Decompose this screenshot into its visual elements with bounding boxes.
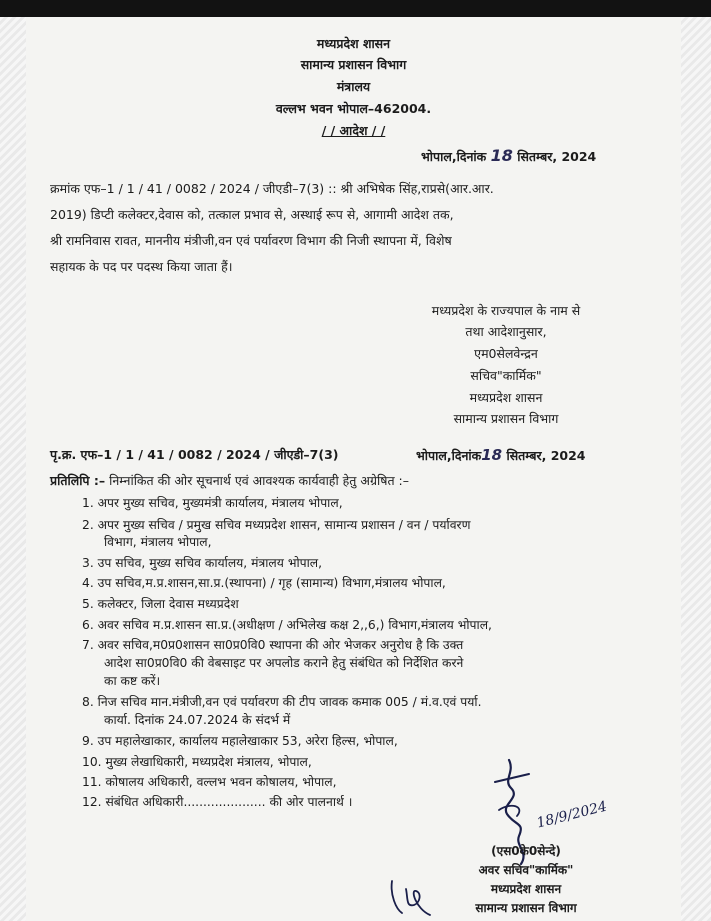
copy-line: [50, 473, 409, 489]
sig1-line-4: सचिव"कार्मिक": [470, 368, 542, 383]
order-line-2: 2019) डिप्टी कलेक्टर,देवास को, तत्काल प्रभाव से, अस्थाई रूप से, आगामी आदेश तक,: [50, 207, 454, 222]
list-item-7-cont-1: आदेश सा0प्र0वि0 की वेबसाइट पर अपलोड कराने हेतु संबंधित को निर्देशित करने: [104, 656, 464, 670]
endorsement-date-suffix: सितम्बर, 2024: [506, 448, 586, 463]
header-line-2: सामान्य प्रशासन विभाग: [300, 57, 407, 72]
left-background: [0, 17, 26, 921]
order-line-1: क्रमांक एफ–1 / 1 / 41 / 0082 / 2024 / जीएडी–7(3) :: श्री अभिषेक सिंह,राप्रसे(आर.आर.: [50, 181, 494, 196]
endorsement-date-day: 18: [481, 446, 503, 464]
sig1-line-1: मध्यप्रदेश के राज्यपाल के नाम से: [431, 303, 581, 318]
endorsement-date-prefix: भोपाल,दिनांक: [416, 448, 482, 463]
list-item-2-cont: विभाग, मंत्रालय भोपाल,: [104, 535, 212, 549]
copy-text: निम्नांकित की ओर सूचनार्थ एवं आवश्यक कार्यवाही हेतु अग्रेषित :–: [109, 473, 410, 488]
list-item-10: 10. मुख्य लेखाधिकारी, मध्यप्रदेश मंत्रालय, भोपाल,: [82, 755, 312, 769]
header-line-1: मध्यप्रदेश शासन: [316, 36, 391, 51]
sig1-line-3: एम0सेलवेन्द्रन: [474, 346, 538, 361]
copy-label: प्रतिलिपि :–: [50, 473, 106, 488]
sig2-line-3: मध्यप्रदेश शासन: [490, 882, 562, 896]
header-line-3: मंत्रालय: [336, 79, 371, 94]
order-title: / / आदेश / /: [321, 123, 386, 138]
list-item-8-cont: कार्या. दिनांक 24.07.2024 के संदर्भ में: [104, 713, 291, 727]
list-item-12: 12. संबंधित अधिकारी..................... की ओर पालनार्थ ।: [82, 795, 353, 809]
date-prefix: भोपाल,दिनांक: [421, 149, 487, 164]
list-item-6: 6. अवर सचिव म.प्र.शासन सा.प्र.(अधीक्षण / अभिलेख कक्ष 2,,6,) विभाग,मंत्रालय भोपाल,: [82, 618, 492, 632]
date-suffix: सितम्बर, 2024: [517, 149, 597, 164]
endorsement-date: [416, 447, 586, 464]
list-item-4: 4. उप सचिव,म.प्र.शासन,सा.प्र.(स्थापना) / गृह (सामान्य) विभाग,मंत्रालय भोपाल,: [82, 576, 446, 590]
list-item-2: 2. अपर मुख्य सचिव / प्रमुख सचिव मध्यप्रदेश शासन, सामान्य प्रशासन / वन / पर्यावरण: [82, 518, 471, 532]
sig2-line-4: सामान्य प्रशासन विभाग: [475, 901, 577, 915]
list-item-3: 3. उप सचिव, मुख्य सचिव कार्यालय, मंत्रालय भोपाल,: [82, 556, 323, 570]
sig1-line-5: मध्यप्रदेश शासन: [469, 390, 543, 405]
date-line: [421, 148, 596, 165]
list-item-1: 1. अपर मुख्य सचिव, मुख्यमंत्री कार्यालय, मंत्रालय भोपाल,: [82, 496, 343, 510]
sig2-line-2: अवर सचिव"कार्मिक": [478, 863, 574, 877]
list-item-9: 9. उप महालेखाकार, कार्यालय महालेखाकार 53, अरेरा हिल्स, भोपाल,: [82, 734, 398, 748]
header-line-4: वल्लभ भवन भोपाल–462004.: [275, 101, 432, 116]
endorsement-ref: पृ.क्र. एफ–1 / 1 / 41 / 0082 / 2024 / जीएडी–7(3): [50, 447, 339, 462]
list-item-11: 11. कोषालय अधिकारी, वल्लभ भवन कोषालय, भोपाल,: [82, 775, 337, 789]
document-page: [26, 17, 681, 921]
order-line-3: श्री रामनिवास रावत, माननीय मंत्रीजी,वन एवं पर्यावरण विभाग की निजी स्थापना में, विशेष: [50, 233, 452, 248]
right-background: [681, 17, 711, 921]
sig1-line-6: सामान्य प्रशासन विभाग: [453, 411, 559, 426]
list-item-7-cont-2: का कष्ट करें।: [104, 674, 161, 688]
list-item-5: 5. कलेक्टर, जिला देवास मध्यप्रदेश: [82, 597, 239, 611]
date-day: 18: [490, 146, 513, 165]
list-item-8: 8. निज सचिव मान.मंत्रीजी,वन एवं पर्यावरण की टीप जावक कमाक 005 / मं.व.एवं पर्या.: [82, 695, 482, 709]
order-line-4: सहायक के पद पर पदस्थ किया जाता हैं।: [50, 259, 233, 274]
sig2-line-1: (एस0के0सेन्दे): [491, 844, 561, 858]
handwritten-date: 18/9/2024: [535, 798, 609, 832]
list-item-7: 7. अवर सचिव,म0प्र0शासन सा0प्र0वि0 स्थापना की ओर भेजकर अनुरोध है कि उक्त: [82, 638, 464, 652]
top-status-bar: [0, 0, 711, 17]
sig1-line-2: तथा आदेशानुसार,: [465, 324, 547, 339]
